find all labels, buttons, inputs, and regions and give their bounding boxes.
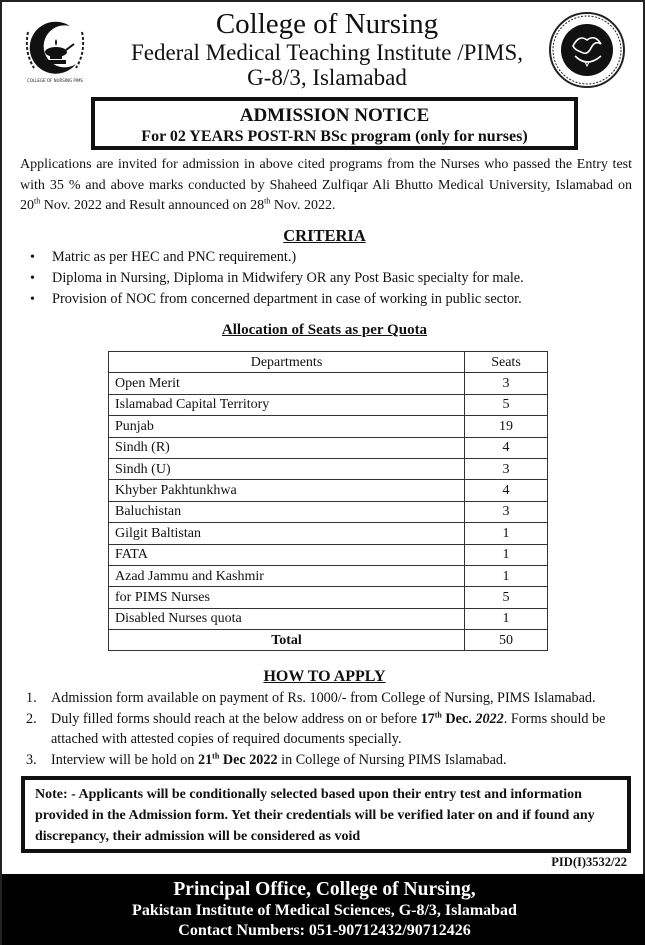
admission-notice-title: ADMISSION NOTICE — [239, 105, 430, 126]
how-to-apply-heading: HOW TO APPLY — [263, 668, 386, 685]
table-row — [109, 480, 548, 501]
admission-notice-box — [91, 97, 578, 150]
criteria-list — [30, 247, 630, 310]
institute-name: Federal Medical Teaching Institute /PIMS, — [130, 40, 524, 65]
table-header-row — [109, 352, 548, 373]
table-total-row — [109, 630, 548, 651]
intro-text: Nov. 2022. — [270, 198, 336, 213]
table-row — [109, 565, 548, 586]
department-cell: FATA — [109, 544, 465, 565]
footer-address: Pakistan Institute of Medical Sciences, G-8/3, Islamabad — [132, 902, 517, 919]
pims-logo-icon — [547, 10, 627, 90]
seats-cell: 5 — [465, 394, 548, 415]
deadline-month: Dec. — [441, 710, 476, 727]
interview-day: 21 — [197, 751, 213, 768]
college-title: College of Nursing — [215, 8, 439, 40]
table-row — [109, 501, 548, 522]
step-text: Interview will be hold on — [51, 751, 198, 768]
criteria-item: • Matric as per HEC and PNC requirement.) — [30, 247, 630, 268]
intro-paragraph — [20, 155, 632, 217]
total-label: Total — [109, 630, 465, 651]
interview-date: Dec 2022 — [219, 751, 278, 768]
table-row — [109, 523, 548, 544]
department-cell: Sindh (R) — [109, 437, 465, 458]
step-number: 2. — [26, 710, 37, 727]
column-header-seats: Seats — [465, 352, 548, 373]
note-box: Note: - Applicants will be conditionally selected based upon their entry test and information provided in the Admission form. Yet their credentials will be verified later on and if found any discrepancy, their admission will be considered as void — [21, 776, 631, 853]
seats-cell: 3 — [465, 501, 548, 522]
table-row — [109, 608, 548, 629]
table-row — [109, 373, 548, 394]
department-cell: Khyber Pakhtunkhwa — [109, 480, 465, 501]
total-value: 50 — [465, 630, 548, 651]
ordinal-suffix: th — [434, 709, 442, 719]
step-text: Duly filled forms should reach at the below address on or before — [51, 710, 421, 727]
table-row — [109, 437, 548, 458]
program-title: For 02 YEARS POST-RN BSc program (only for nurses) — [141, 128, 528, 145]
criteria-heading: CRITERIA — [283, 226, 366, 245]
how-to-apply-list — [26, 688, 631, 770]
department-cell: Sindh (U) — [109, 458, 465, 479]
ordinal-suffix: th — [34, 196, 41, 206]
table-row — [109, 544, 548, 565]
ordinal-suffix: th — [212, 750, 220, 760]
criteria-item: • Provision of NOC from concerned department in case of working in public sector. — [30, 289, 630, 310]
department-cell: Disabled Nurses quota — [109, 608, 465, 629]
seats-cell: 1 — [465, 544, 548, 565]
table-row — [109, 587, 548, 608]
seats-cell: 1 — [465, 523, 548, 544]
deadline-day: 17 — [420, 710, 435, 727]
college-of-nursing-logo-icon — [20, 12, 90, 84]
step-text: . Forms should be attached with attested copies of required documents specially. — [51, 710, 606, 747]
apply-step — [26, 750, 631, 771]
apply-step — [26, 709, 631, 750]
department-cell: for PIMS Nurses — [109, 587, 465, 608]
seats-cell: 4 — [465, 480, 548, 501]
seats-cell: 1 — [465, 608, 548, 629]
step-number: 1. — [26, 690, 37, 706]
footer-contact: Contact Numbers: 051-90712432/90712426 — [178, 922, 471, 939]
institute-address: G-8/3, Islamabad — [247, 65, 407, 90]
seats-cell: 4 — [465, 437, 548, 458]
criteria-item: • Diploma in Nursing, Diploma in Midwifery OR any Post Basic specialty for male. — [30, 268, 630, 289]
deadline-year: 2022 — [475, 710, 504, 727]
svg-text:COLLEGE OF NURSING PIMS: COLLEGE OF NURSING PIMS — [27, 78, 83, 83]
seats-cell: 1 — [465, 565, 548, 586]
apply-step — [26, 688, 631, 709]
intro-text: Nov. 2022 and Result announced on 28 — [40, 198, 265, 213]
column-header-departments: Departments — [109, 352, 465, 373]
step-text: Admission form available on payment of Rs. 1000/- from College of Nursing, PIMS Islamabad. — [51, 690, 596, 706]
department-cell: Punjab — [109, 416, 465, 437]
seats-table — [108, 351, 548, 651]
quota-heading: Allocation of Seats as per Quota — [221, 322, 428, 338]
footer-office: Principal Office, College of Nursing, — [173, 879, 476, 900]
department-cell: Open Merit — [109, 373, 465, 394]
ordinal-suffix: th — [264, 196, 271, 206]
step-number: 3. — [26, 751, 37, 768]
department-cell: Azad Jammu and Kashmir — [109, 565, 465, 586]
intro-text: Applications are invited for admission in above cited programs from the Nurses who passed the Entry test with 35 % and above marks conducted by Shaheed Zulfiqar Ali Bhutto Medical University, Islamabad on 20 — [20, 157, 632, 213]
seats-cell: 3 — [465, 458, 548, 479]
department-cell: Baluchistan — [109, 501, 465, 522]
seats-cell: 3 — [465, 373, 548, 394]
table-row — [109, 394, 548, 415]
table-row — [109, 416, 548, 437]
seats-cell: 5 — [465, 587, 548, 608]
publication-id: PID(I)3532/22 — [551, 855, 627, 869]
department-cell: Islamabad Capital Territory — [109, 394, 465, 415]
table-row — [109, 458, 548, 479]
contact-footer — [2, 874, 645, 945]
department-cell: Gilgit Baltistan — [109, 523, 465, 544]
step-text: in College of Nursing PIMS Islamabad. — [277, 751, 507, 768]
seats-cell: 19 — [465, 416, 548, 437]
